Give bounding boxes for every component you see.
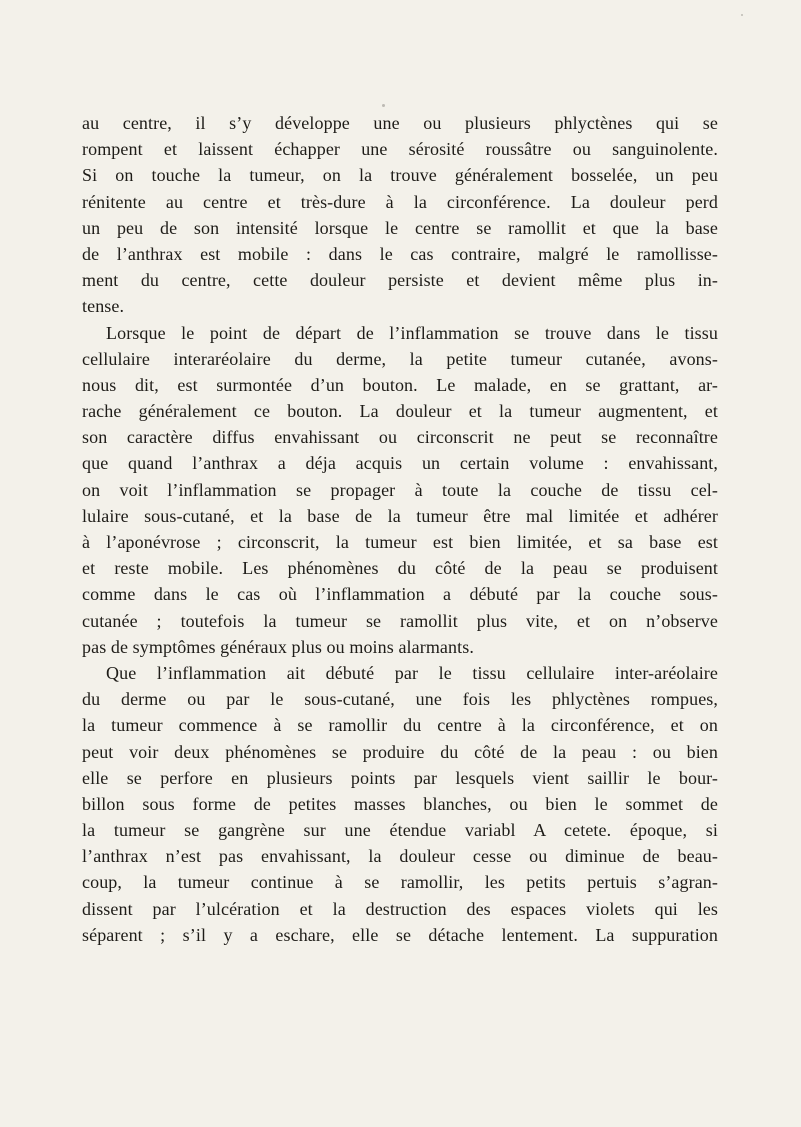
text-line: dissent par l’ulcération et la destruction des espaces violets qui les — [82, 898, 718, 919]
text-line: ment du centre, cette douleur persiste et devient même plus in- — [82, 270, 718, 291]
text-line: comme dans le cas où l’inflammation a débuté par la couche sous- — [82, 584, 718, 605]
text-line: de l’anthrax est mobile : dans le cas contraire, malgré le ramollisse- — [82, 243, 718, 264]
text-line: cellulaire interaréolaire du derme, la petite tumeur cutanée, avons- — [82, 348, 718, 369]
text-line: on voit l’inflammation se propager à toute la couche de tissu cel- — [82, 479, 718, 500]
text-line: la tumeur commence à se ramollir du centre à la circonférence, et on — [82, 715, 718, 736]
text-line: peut voir deux phénomènes se produire du côté de la peau : ou bien — [82, 741, 718, 762]
text-line: la tumeur se gangrène sur une étendue variabl A cetete. époque, si — [82, 820, 718, 841]
text-line: coup, la tumeur continue à se ramollir, les petits pertuis s’agran- — [82, 872, 718, 893]
text-line: un peu de son intensité lorsque le centre se ramollit et que la base — [82, 217, 718, 238]
text-line: du derme ou par le sous-cutané, une fois les phlyctènes rompues, — [82, 689, 718, 710]
page-speck — [382, 104, 385, 107]
text-line: billon sous forme de petites masses blanches, ou bien le sommet de — [82, 793, 718, 814]
text-line: lulaire sous-cutané, et la base de la tumeur être mal limitée et adhérer — [82, 505, 718, 526]
text-line: l’anthrax n’est pas envahissant, la douleur cesse ou diminue de beau- — [82, 846, 718, 867]
body-text — [82, 110, 718, 948]
text-line: rénitente au centre et très-dure à la circonférence. La douleur perd — [82, 191, 718, 212]
text-line: séparent ; s’il y a eschare, elle se détache lentement. La suppuration — [82, 924, 718, 945]
text-line: cutanée ; toutefois la tumeur se ramollit plus vite, et on n’observe — [82, 610, 718, 631]
text-line: rache généralement ce bouton. La douleur et la tumeur augmentent, et — [82, 401, 718, 422]
text-line: Si on touche la tumeur, on la trouve généralement bosselée, un peu — [82, 165, 718, 186]
text-line: et reste mobile. Les phénomènes du côté de la peau se produisent — [82, 558, 718, 579]
text-line: elle se perfore en plusieurs points par lesquels vient saillir le bour- — [82, 767, 718, 788]
text-line: pas de symptômes généraux plus ou moins alarmants. — [82, 636, 474, 657]
text-line: au centre, il s’y développe une ou plusieurs phlyctènes qui se — [82, 113, 718, 133]
text-line: à l’aponévrose ; circonscrit, la tumeur est bien limitée, et sa base est — [82, 532, 718, 552]
text-line: son caractère diffus envahissant ou circonscrit ne peut se reconnaître — [82, 427, 718, 448]
text-line: Que l’inflammation ait débuté par le tissu cellulaire inter-aréolaire — [106, 662, 718, 683]
text-line: nous dit, est surmontée d’un bouton. Le malade, en se grattant, ar- — [82, 374, 718, 395]
text-line: Lorsque le point de départ de l’inflammation se trouve dans le tissu — [106, 322, 718, 343]
text-line: tense. — [82, 296, 125, 317]
page-speck — [741, 14, 743, 16]
text-line: que quand l’anthrax a déja acquis un certain volume : envahissant, — [82, 453, 718, 474]
text-line: rompent et laissent échapper une sérosité roussâtre ou sanguinolente. — [82, 139, 718, 160]
